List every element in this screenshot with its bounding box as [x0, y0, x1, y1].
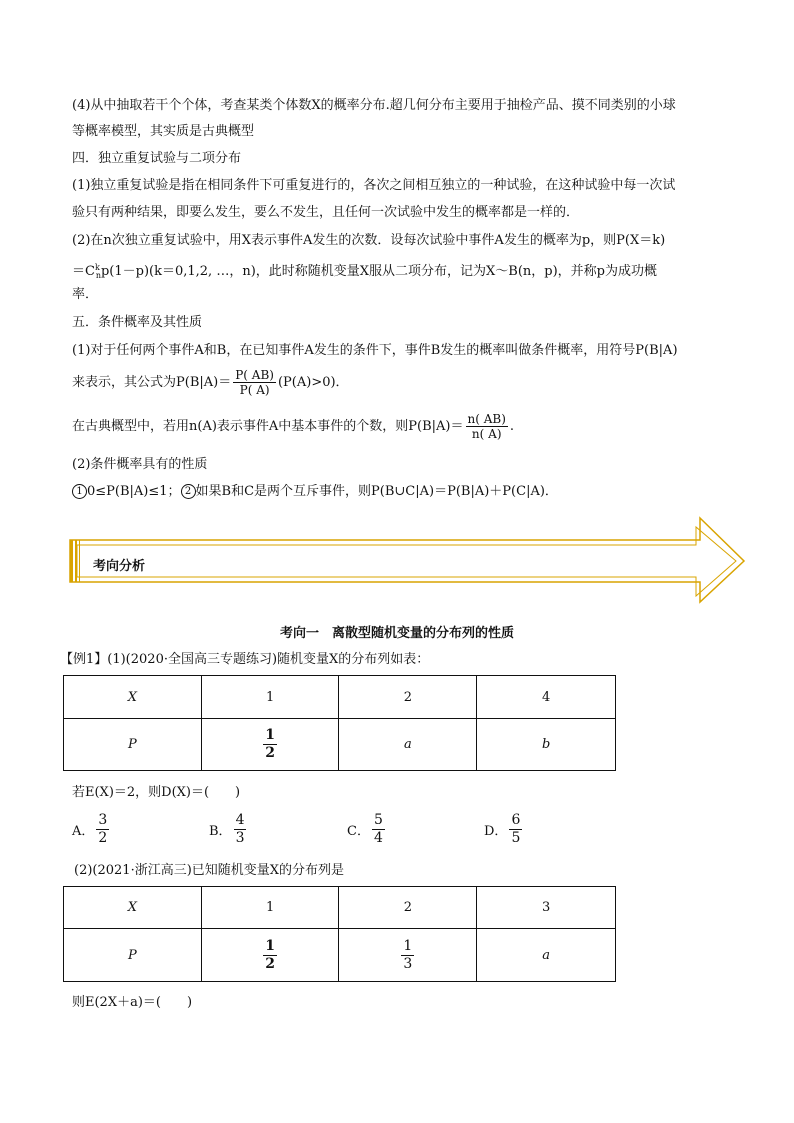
table-row — [64, 676, 616, 719]
table-cell: P — [64, 719, 202, 771]
conditional-formula-line — [72, 368, 349, 397]
option-b[interactable] — [209, 812, 248, 847]
table-cell — [201, 719, 339, 771]
fraction — [509, 812, 522, 847]
direction-title: 考向一 离散型随机变量的分布列的性质 — [279, 626, 514, 641]
distribution-table — [63, 886, 616, 982]
fraction-numerator: 5 — [373, 812, 383, 828]
option-d[interactable] — [484, 812, 524, 847]
fraction-denominator: P( A) — [239, 383, 270, 397]
example-intro: (2)(2021·浙江高三)已知随机变量X的分布列是 — [74, 863, 345, 878]
table-cell: 4 — [477, 676, 616, 719]
fraction-denominator: 5 — [511, 830, 521, 846]
paragraph-line: (2)在n次独立重复试验中，用X表示事件A发生的次数．设每次试验中事件A发生的概率为p，则P(X＝k) — [72, 233, 666, 248]
option-label: C． — [347, 824, 370, 839]
option-label: D． — [484, 824, 508, 839]
fraction — [372, 812, 385, 847]
table-cell: b — [477, 719, 616, 771]
distribution-table — [63, 675, 616, 771]
table-cell: a — [477, 929, 616, 982]
option-label: B． — [209, 824, 232, 839]
property-item: 如果B和C是两个互斥事件，则P(B∪C|A)＝P(B|A)＋P(C|A)． — [195, 484, 558, 499]
arrow-outline — [70, 518, 744, 602]
fraction-numerator: 4 — [235, 812, 245, 828]
table-row — [64, 719, 616, 771]
section-heading: 四．独立重复试验与二项分布 — [72, 151, 242, 166]
fraction — [263, 727, 277, 762]
table-cell — [201, 929, 339, 982]
paragraph-line: (1)对于任何两个事件A和B，在已知事件A发生的条件下，事件B发生的概率叫做条件概率，用符号P(B|A) — [72, 343, 678, 358]
fraction — [233, 368, 276, 397]
circled-number: 1 — [72, 484, 87, 499]
paragraph-line: 验只有两种结果，即要么发生，要么不发生，且任何一次试验中发生的概率都是一样的． — [72, 205, 580, 220]
fraction-numerator: 1 — [403, 937, 413, 954]
fraction-denominator: 2 — [98, 830, 108, 846]
fraction-numerator: n( AB) — [467, 412, 506, 426]
fraction-numerator: P( AB) — [235, 368, 274, 382]
paragraph-line: (4)从中抽取若干个个体，考查某类个体数X的概率分布.超几何分布主要用于抽检产品、摸不同类别的小球 — [72, 98, 676, 113]
fraction-denominator: 3 — [235, 830, 245, 846]
banner-label: 考向分析 — [93, 559, 146, 574]
fraction-denominator: 2 — [265, 955, 275, 972]
question-text: 若E(X)＝2，则D(X)＝( ) — [72, 785, 241, 800]
fraction-numerator: 1 — [265, 937, 275, 954]
formula-subscript: n — [95, 271, 101, 280]
formula-suffix: (P(A)>0)． — [277, 375, 349, 390]
paragraph-line: 率． — [72, 287, 99, 302]
table-cell: 2 — [339, 676, 477, 719]
table-cell: P — [64, 929, 202, 982]
banner-bar — [70, 540, 73, 582]
properties-line — [72, 484, 558, 500]
table-row — [64, 929, 616, 982]
table-cell: X — [64, 676, 202, 719]
property-item: 0≤P(B|A)≤1； — [87, 484, 181, 499]
fraction-denominator: 3 — [403, 955, 413, 972]
fraction-numerator: 3 — [98, 812, 108, 828]
banner-bar — [75, 540, 77, 582]
formula-prefix: ＝C — [72, 264, 95, 279]
paragraph-line: 等概率模型，其实质是古典概型 — [72, 124, 255, 139]
table-cell: 2 — [339, 887, 477, 929]
table-cell: a — [339, 719, 477, 771]
formula-suffix: . — [509, 419, 515, 434]
fraction — [234, 812, 247, 847]
fraction-denominator: n( A) — [471, 427, 502, 441]
fraction — [401, 938, 414, 973]
example-intro: 【例1】(1)(2020·全国高三专题练习)随机变量X的分布列如表： — [60, 652, 430, 667]
section-heading: 五．条件概率及其性质 — [72, 315, 203, 330]
option-a[interactable] — [72, 812, 111, 847]
circled-number: 2 — [181, 484, 196, 499]
table-cell: X — [64, 887, 202, 929]
table-row — [64, 887, 616, 929]
banner-arrow — [60, 515, 750, 605]
option-c[interactable] — [347, 812, 387, 847]
banner-bar — [79, 540, 80, 582]
paragraph-line: (2)条件概率具有的性质 — [72, 457, 208, 472]
fraction — [263, 938, 277, 973]
fraction — [96, 812, 109, 847]
table-cell — [339, 929, 477, 982]
formula-rest: p(1－p)(k＝0,1,2, …，n)，此时称随机变量X服从二项分布，记为X～B(n，p)，并称p为成功概 — [100, 264, 657, 279]
fraction — [466, 412, 508, 441]
table-cell: 3 — [477, 887, 616, 929]
classical-formula-line — [72, 412, 514, 441]
table-cell: 1 — [201, 887, 339, 929]
formula-superscript: k — [94, 263, 100, 272]
paragraph-line: (1)独立重复试验是指在相同条件下可重复进行的，各次之间相互独立的一种试验，在这种试验中每一次试 — [72, 178, 676, 193]
question-text: 则E(2X＋a)＝( ) — [72, 995, 193, 1010]
table-cell: 1 — [201, 676, 339, 719]
formula-prefix: 来表示，其公式为P(B|A)＝ — [72, 375, 232, 390]
fraction-numerator: 6 — [511, 812, 521, 828]
formula-prefix: 在古典概型中，若用n(A)表示事件A中基本事件的个数，则P(B|A)＝ — [72, 419, 464, 434]
fraction-numerator: 1 — [265, 727, 275, 743]
options-row — [72, 812, 552, 854]
fraction-denominator: 4 — [373, 830, 383, 846]
fraction-denominator: 2 — [265, 745, 275, 761]
binomial-formula-line — [72, 260, 657, 284]
option-label: A． — [72, 824, 95, 839]
